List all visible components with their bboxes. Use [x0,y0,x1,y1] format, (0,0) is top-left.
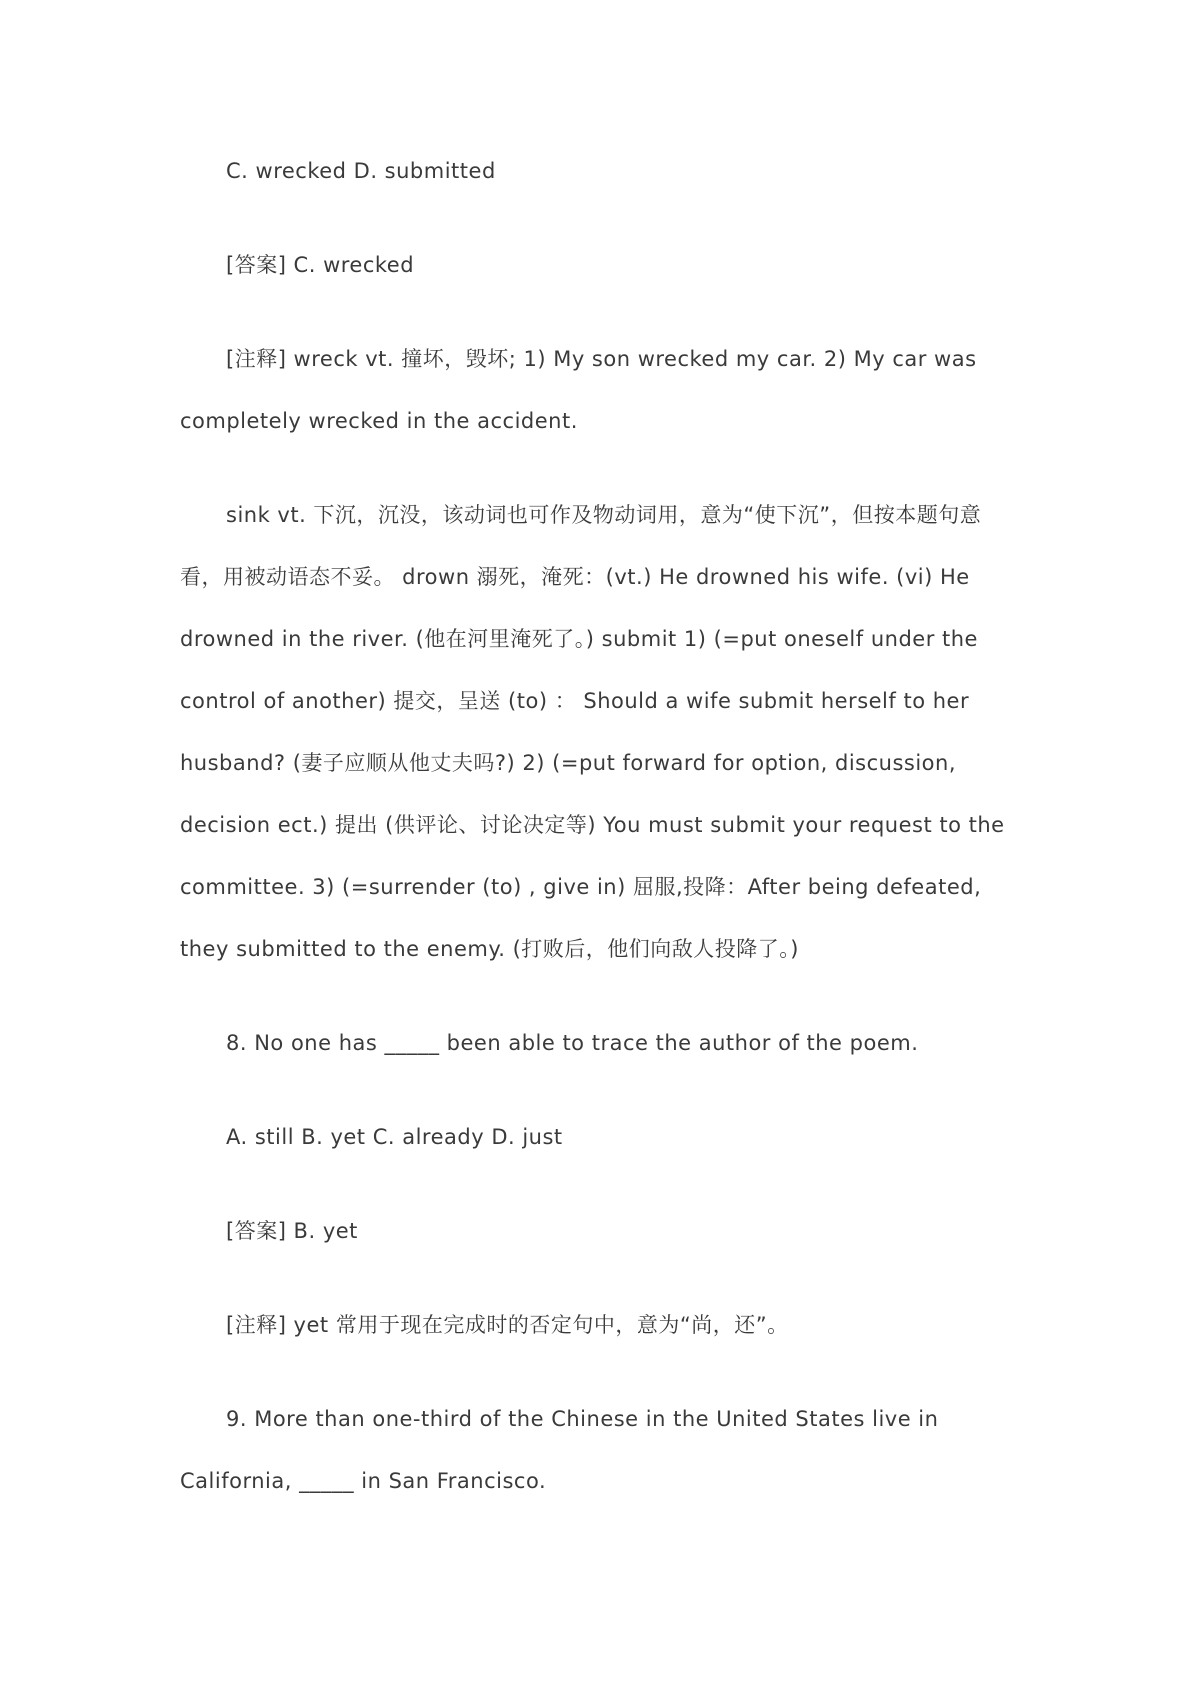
answer-options-line: A. still B. yet C. already D. just [226,1125,563,1149]
answer-line: [答案] B. yet [226,1219,358,1243]
answer-line: [答案] C. wrecked [226,253,415,277]
annotation-paragraph: [注释] wreck vt. 撞坏，毁坏; 1) My son wrecked my car. 2) My car was completely wrecked in the accident. [180,347,977,433]
annotation-paragraph: sink vt. 下沉，沉没，该动词也可作及物动词用，意为“使下沉”，但按本题句意看，用被动语态不妥。 drown 溺死，淹死：(vt.) He drowned his wife. (vi) He drowned in the river. (他在河里淹死了。) submit 1) (=put oneself under the control of another) 提交，呈送 (to) ： Should a wife submit herself to her husband? (妻子应顺从他丈夫吗?) 2) (=put forward for option, discussion, decision ect.) 提出 (供评论、讨论决定等) You must submit your request to the committee. 3) (=surrender (to) , give in) 屈服,投降：After being defeated, they submitted to the enemy. (打败后，他们向敌人投降了。) [180,503,1005,961]
document-body [180,140,1020,1544]
question-line: 8. No one has _____ been able to trace the author of the poem. [226,1031,919,1055]
question-line: 9. More than one-third of the Chinese in the United States live in California, _____ in San Francisco. [180,1407,939,1493]
annotation-paragraph: [注释] yet 常用于现在完成时的否定句中，意为“尚，还”。 [226,1313,789,1337]
answer-options-line: C. wrecked D. submitted [226,159,496,183]
